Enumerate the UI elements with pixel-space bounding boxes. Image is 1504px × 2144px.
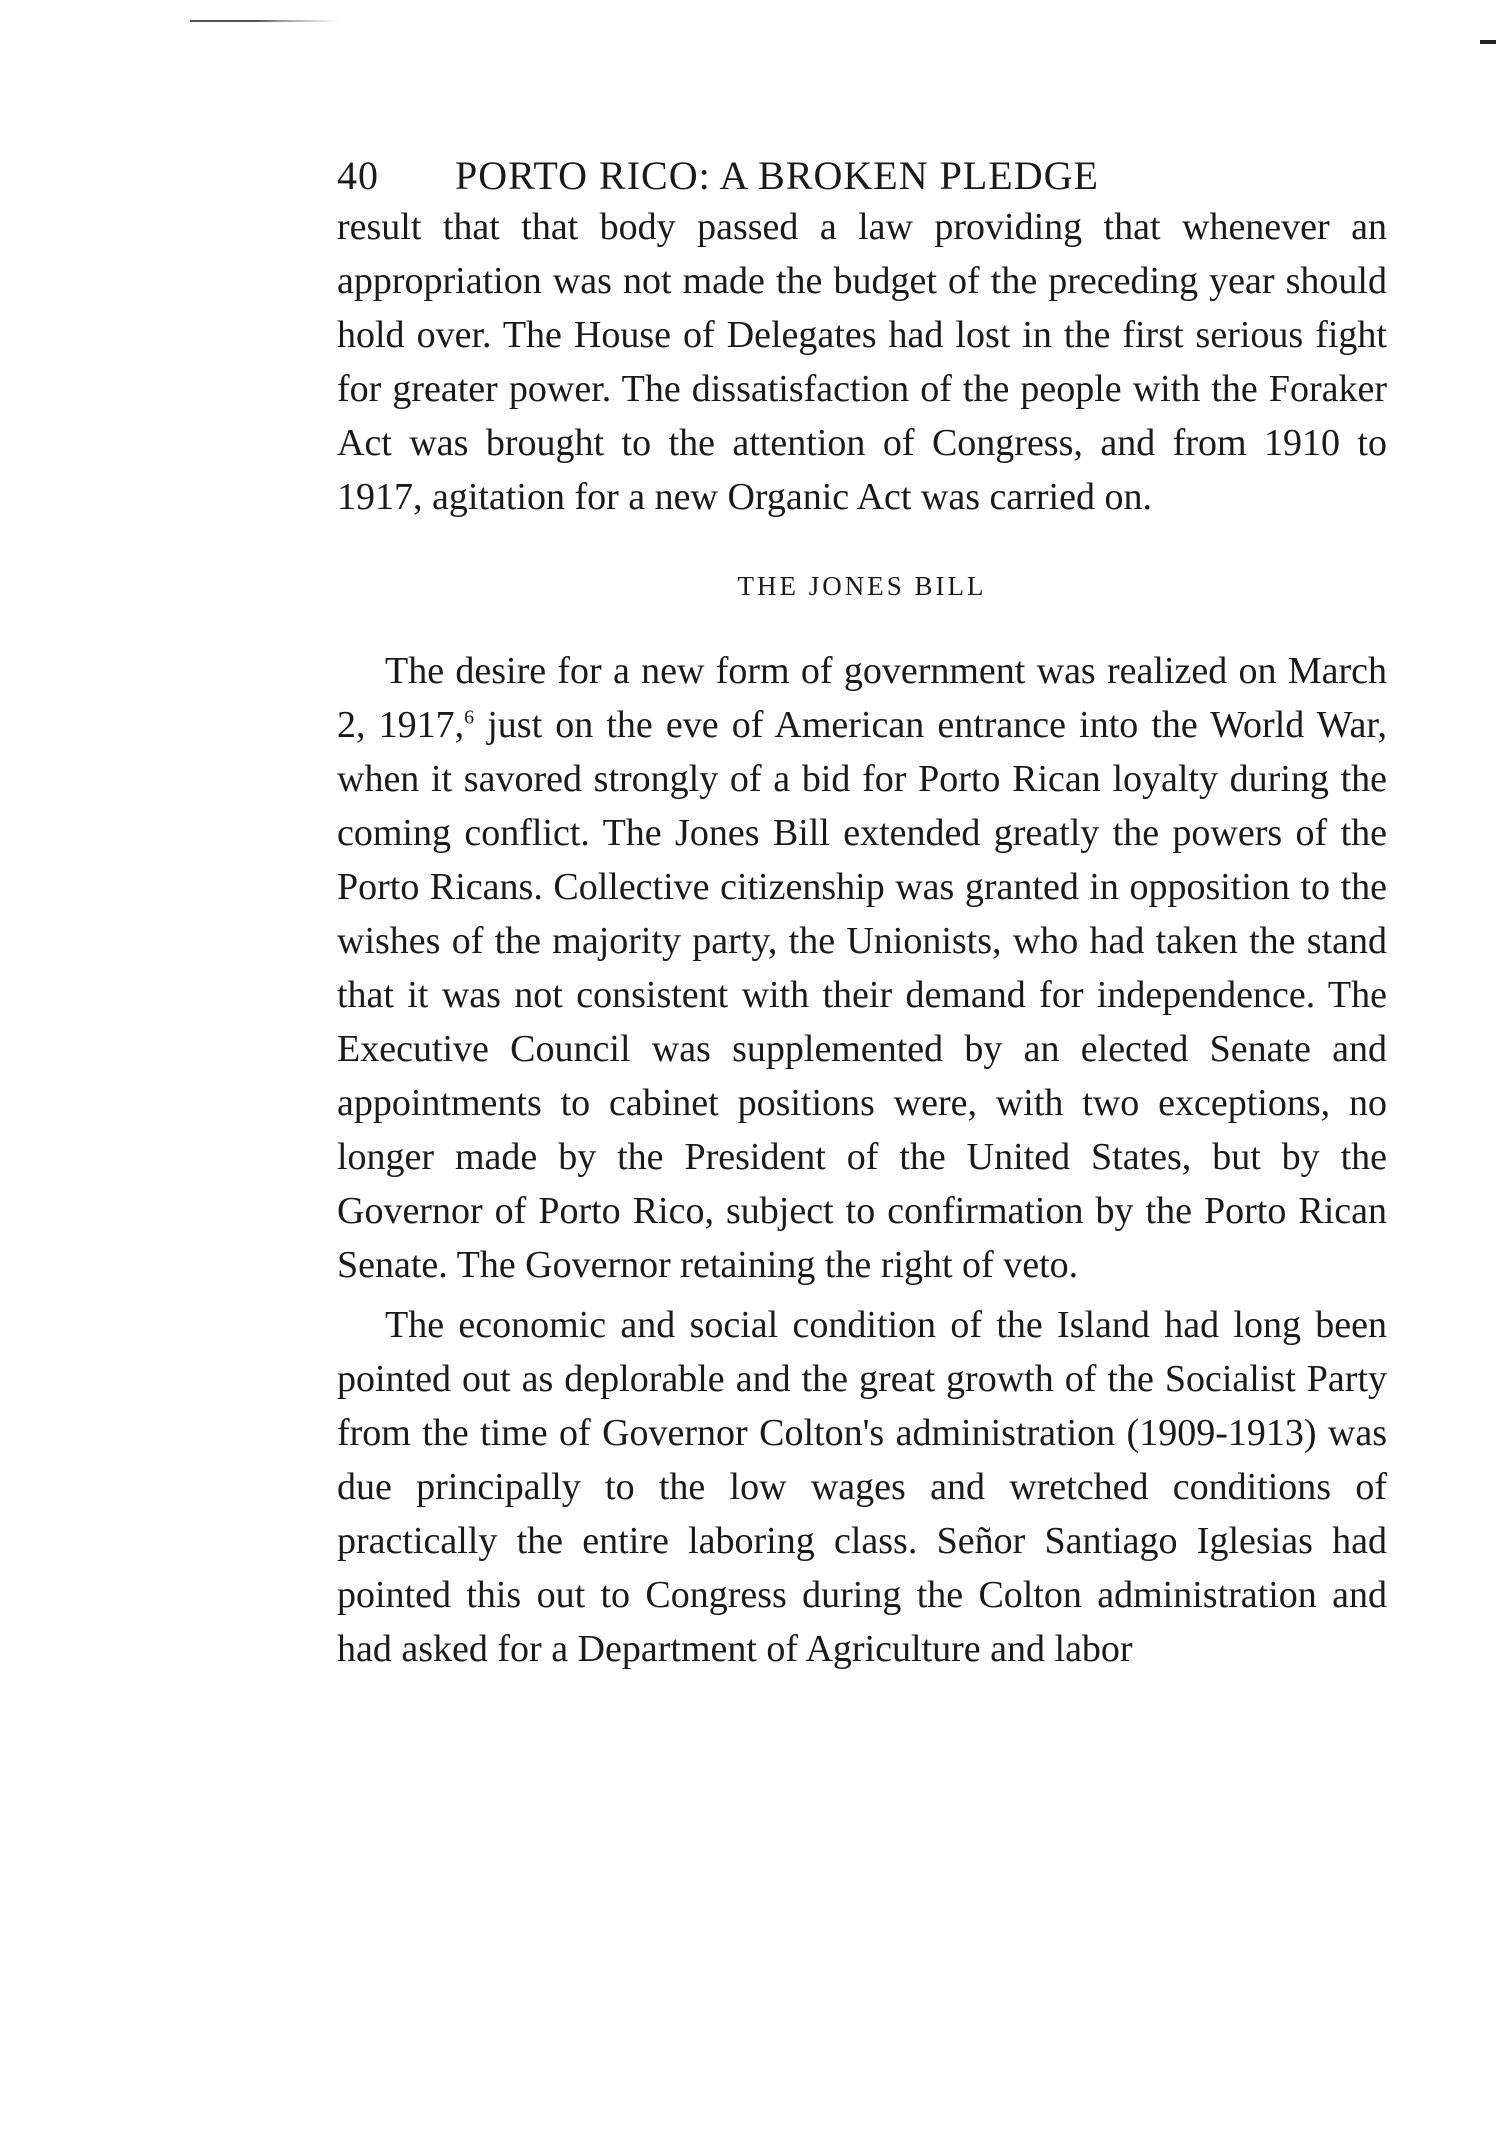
paragraph-jones-bill — [337, 644, 1387, 1292]
running-head-title: PORTO RICO: A BROKEN PLEDGE — [455, 153, 1099, 198]
paragraph-continued: result that that body passed a law providing that whenever an appropriation was not made the budget of the preceding year should hold over. The House of Delegates had lost in the first serious fight for greater power. The dissatisfaction of the people with the Foraker Act was brought to the attention of Congress, and from 1910 to 1917, agitation for a new Organic Act was carried on. — [337, 206, 1387, 518]
scan-artifact-right — [1480, 40, 1496, 44]
paragraph-economic-condition: The economic and social condition of the Island had long been pointed out as deplorable and the great growth of the Socialist Party from the time of Governor Colton's administration (1909-1913) was due principally to the low wages and wretched conditions of practically the entire laboring class. Señor Santiago Iglesias had pointed this out to Congress during the Colton administration and had asked for a Department of Agriculture and labor — [337, 1304, 1387, 1670]
scan-artifact-top — [190, 20, 340, 22]
paragraph-text-after-note: just on the eve of American entrance into the World War, when it savored strongly of a bid for Porto Rican loyalty during the coming conflict. The Jones Bill extended greatly the powers of the Porto Ricans. Collective citizenship was granted in opposition to the wishes of the majority party, the Unionists, who had taken the stand that it was not consistent with their demand for independence. The Executive Council was supplemented by an elected Senate and appointments to cabinet positions were, with two exceptions, no longer made by the President of the United States, but by the Governor of Porto Rico, subject to confirmation by the Porto Rican Senate. The Governor retaining the right of veto. — [337, 704, 1387, 1286]
section-heading: THE JONES BILL — [737, 571, 987, 601]
body-text — [337, 200, 1387, 1676]
running-head — [337, 152, 1387, 200]
page-number: 40 — [337, 153, 379, 198]
paragraph-text-before-note: The desire for a new form of government was realized on March 2, 1917, — [337, 650, 1387, 746]
footnote-marker: 6 — [464, 706, 475, 729]
book-page — [337, 152, 1387, 1676]
